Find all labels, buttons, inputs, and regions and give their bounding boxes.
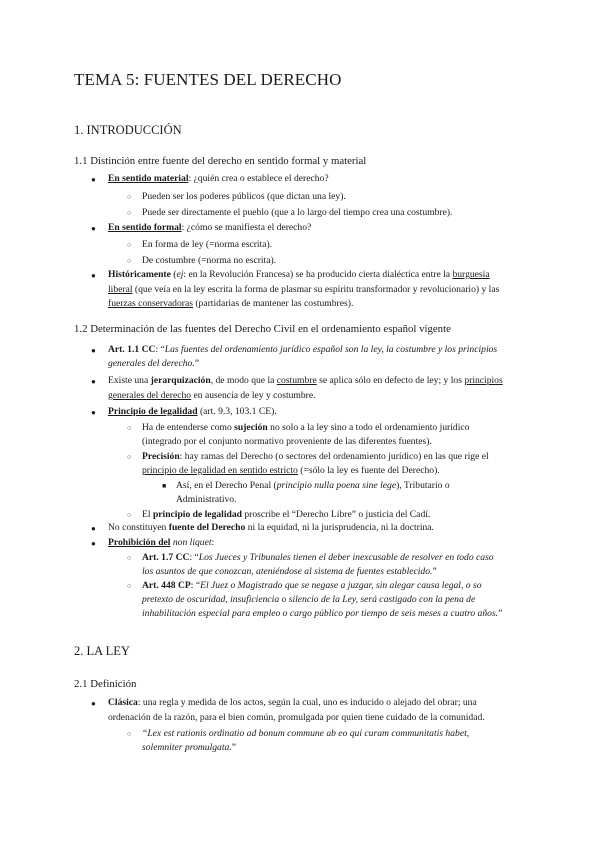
list-item: En forma de ley (=norma escrita). [142, 239, 273, 250]
list-item-material: En sentido material: ¿quién crea o establece el derecho? [108, 173, 329, 184]
circle-bullet-icon: ○ [127, 241, 132, 249]
list-item-formal: En sentido formal: ¿cómo se manifiesta el derecho? [108, 222, 312, 233]
circle-bullet-icon: ○ [127, 424, 132, 432]
list-item-historicamente: Históricamente (ej: en la Revolución Francesa) se ha producido cierta dialéctica entre la burguesía [108, 269, 490, 280]
list-item-continuation: principio de legalidad en sentido estricto (=sólo la ley es fuente del Derecho). [142, 465, 440, 476]
list-item: Puede ser directamente el pueblo (que a lo largo del tiempo crea una costumbre). [142, 207, 453, 218]
bullet-icon: ● [91, 408, 96, 417]
bullet-icon: ● [91, 699, 96, 708]
list-item-continuation: generales del derecho.” [108, 358, 200, 369]
list-item-continuation: los asuntos de que conozcan, ateniéndose al sistema de fuentes establecido.” [142, 566, 437, 577]
bullet-icon: ● [91, 271, 96, 280]
list-item-continuation: Administrativo. [176, 494, 237, 505]
list-item-derecho-penal: Así, en el Derecho Penal (principio nulla poena sine lege), Tributario o [176, 480, 450, 491]
list-item-legalidad: Principio de legalidad (art. 9.3, 103.1 CE). [108, 406, 277, 417]
term-formal: En sentido formal [108, 222, 182, 233]
circle-bullet-icon: ○ [127, 582, 132, 590]
list-item-no-fuentes: No constituyen fuente del Derecho ni la equidad, ni la jurisprudencia, ni la doctrina. [108, 522, 434, 533]
list-item-continuation: generales del derecho en ausencia de ley y costumbre. [108, 390, 316, 401]
list-item-continuation: fuerzas conservadoras (partidarias de mantener las costumbres). [108, 298, 354, 309]
bullet-icon: ● [91, 346, 96, 355]
circle-bullet-icon: ○ [127, 730, 132, 738]
list-item-jerarquizacion: Existe una jerarquización, de modo que la costumbre se aplica sólo en defecto de ley; y los principios [108, 375, 503, 386]
square-bullet-icon: ■ [162, 482, 167, 490]
list-item-precision: Precisión: hay ramas del Derecho (o sectores del ordenamiento jurídico) en las que rige el [142, 451, 489, 462]
subsection-heading-1-2: 1.2 Determinación de las fuentes del Derecho Civil en el ordenamiento español vigente [74, 323, 451, 335]
circle-bullet-icon: ○ [127, 193, 132, 201]
bullet-icon: ● [91, 524, 96, 533]
circle-bullet-icon: ○ [127, 453, 132, 461]
subsection-heading-2-1: 2.1 Definición [74, 678, 137, 690]
circle-bullet-icon: ○ [127, 554, 132, 562]
list-item-clasica: Clásica: una regla y medida de los actos, según la cual, uno es inducido o alejado del obrar; una [108, 697, 477, 708]
subsection-heading-1-1: 1.1 Distinción entre fuente del derecho en sentido formal y material [74, 155, 367, 167]
list-item-continuation: liberal (que veía en la ley escrita la forma de plasmar su espíritu transformador y revolucionario) y las [108, 284, 500, 295]
list-item-sujecion: Ha de entenderse como sujeción no solo a la ley sino a todo el ordenamiento jurídico [142, 422, 470, 433]
list-item-latin-quote: “Lex est rationis ordinatio ad bonum commune ab eo qui curam communitatis habet, [142, 728, 470, 739]
list-item-derecho-libre: El principio de legalidad proscribe el “Derecho Libre” o justicia del Cadí. [142, 509, 431, 520]
section-heading-introduccion: 1. INTRODUCCIÓN [74, 123, 182, 137]
term-material: En sentido material [108, 173, 189, 184]
list-item: Pueden ser los poderes públicos (que dictan una ley). [142, 191, 346, 202]
list-item-continuation: solemniter promulgata.” [142, 742, 236, 753]
list-item-continuation: pretexto de oscuridad, insuficiencia o silencio de la Ley, será castigado con la pena de [142, 594, 476, 605]
circle-bullet-icon: ○ [127, 209, 132, 217]
list-item-art-448: Art. 448 CP: “El Juez o Magistrado que se negase a juzgar, sin alegar causa legal, o so [142, 580, 482, 591]
bullet-icon: ● [91, 175, 96, 184]
bullet-icon: ● [91, 539, 96, 548]
list-item-continuation: ordenación de la razón, para el bien común, promulgada por quien tiene cuidado de la comunidad. [108, 712, 485, 723]
term-historicamente: Históricamente [108, 269, 171, 280]
list-item-non-liquet: Prohibición del non liquet: [108, 537, 215, 548]
circle-bullet-icon: ○ [127, 511, 132, 519]
bullet-icon: ● [91, 377, 96, 386]
bullet-icon: ● [91, 224, 96, 233]
circle-bullet-icon: ○ [127, 257, 132, 265]
list-item-art-1-1: Art. 1.1 CC: “Las fuentes del ordenamiento jurídico español son la ley, la costumbre y los principios [108, 344, 498, 355]
document-title: TEMA 5: FUENTES DEL DERECHO [74, 70, 342, 89]
list-item: De costumbre (=norma no escrita). [142, 255, 277, 266]
list-item-continuation: (integrado por el conjunto normativo proveniente de las diferentes fuentes). [142, 436, 432, 447]
list-item-continuation: inhabilitación especial para empleo o cargo público por tiempo de seis meses a cuatro años.” [142, 608, 503, 619]
list-item-art-1-7: Art. 1.7 CC: “Los Jueces y Tribunales tienen el deber inexcusable de resolver en todo caso [142, 552, 494, 563]
section-heading-la-ley: 2. LA LEY [74, 644, 130, 658]
